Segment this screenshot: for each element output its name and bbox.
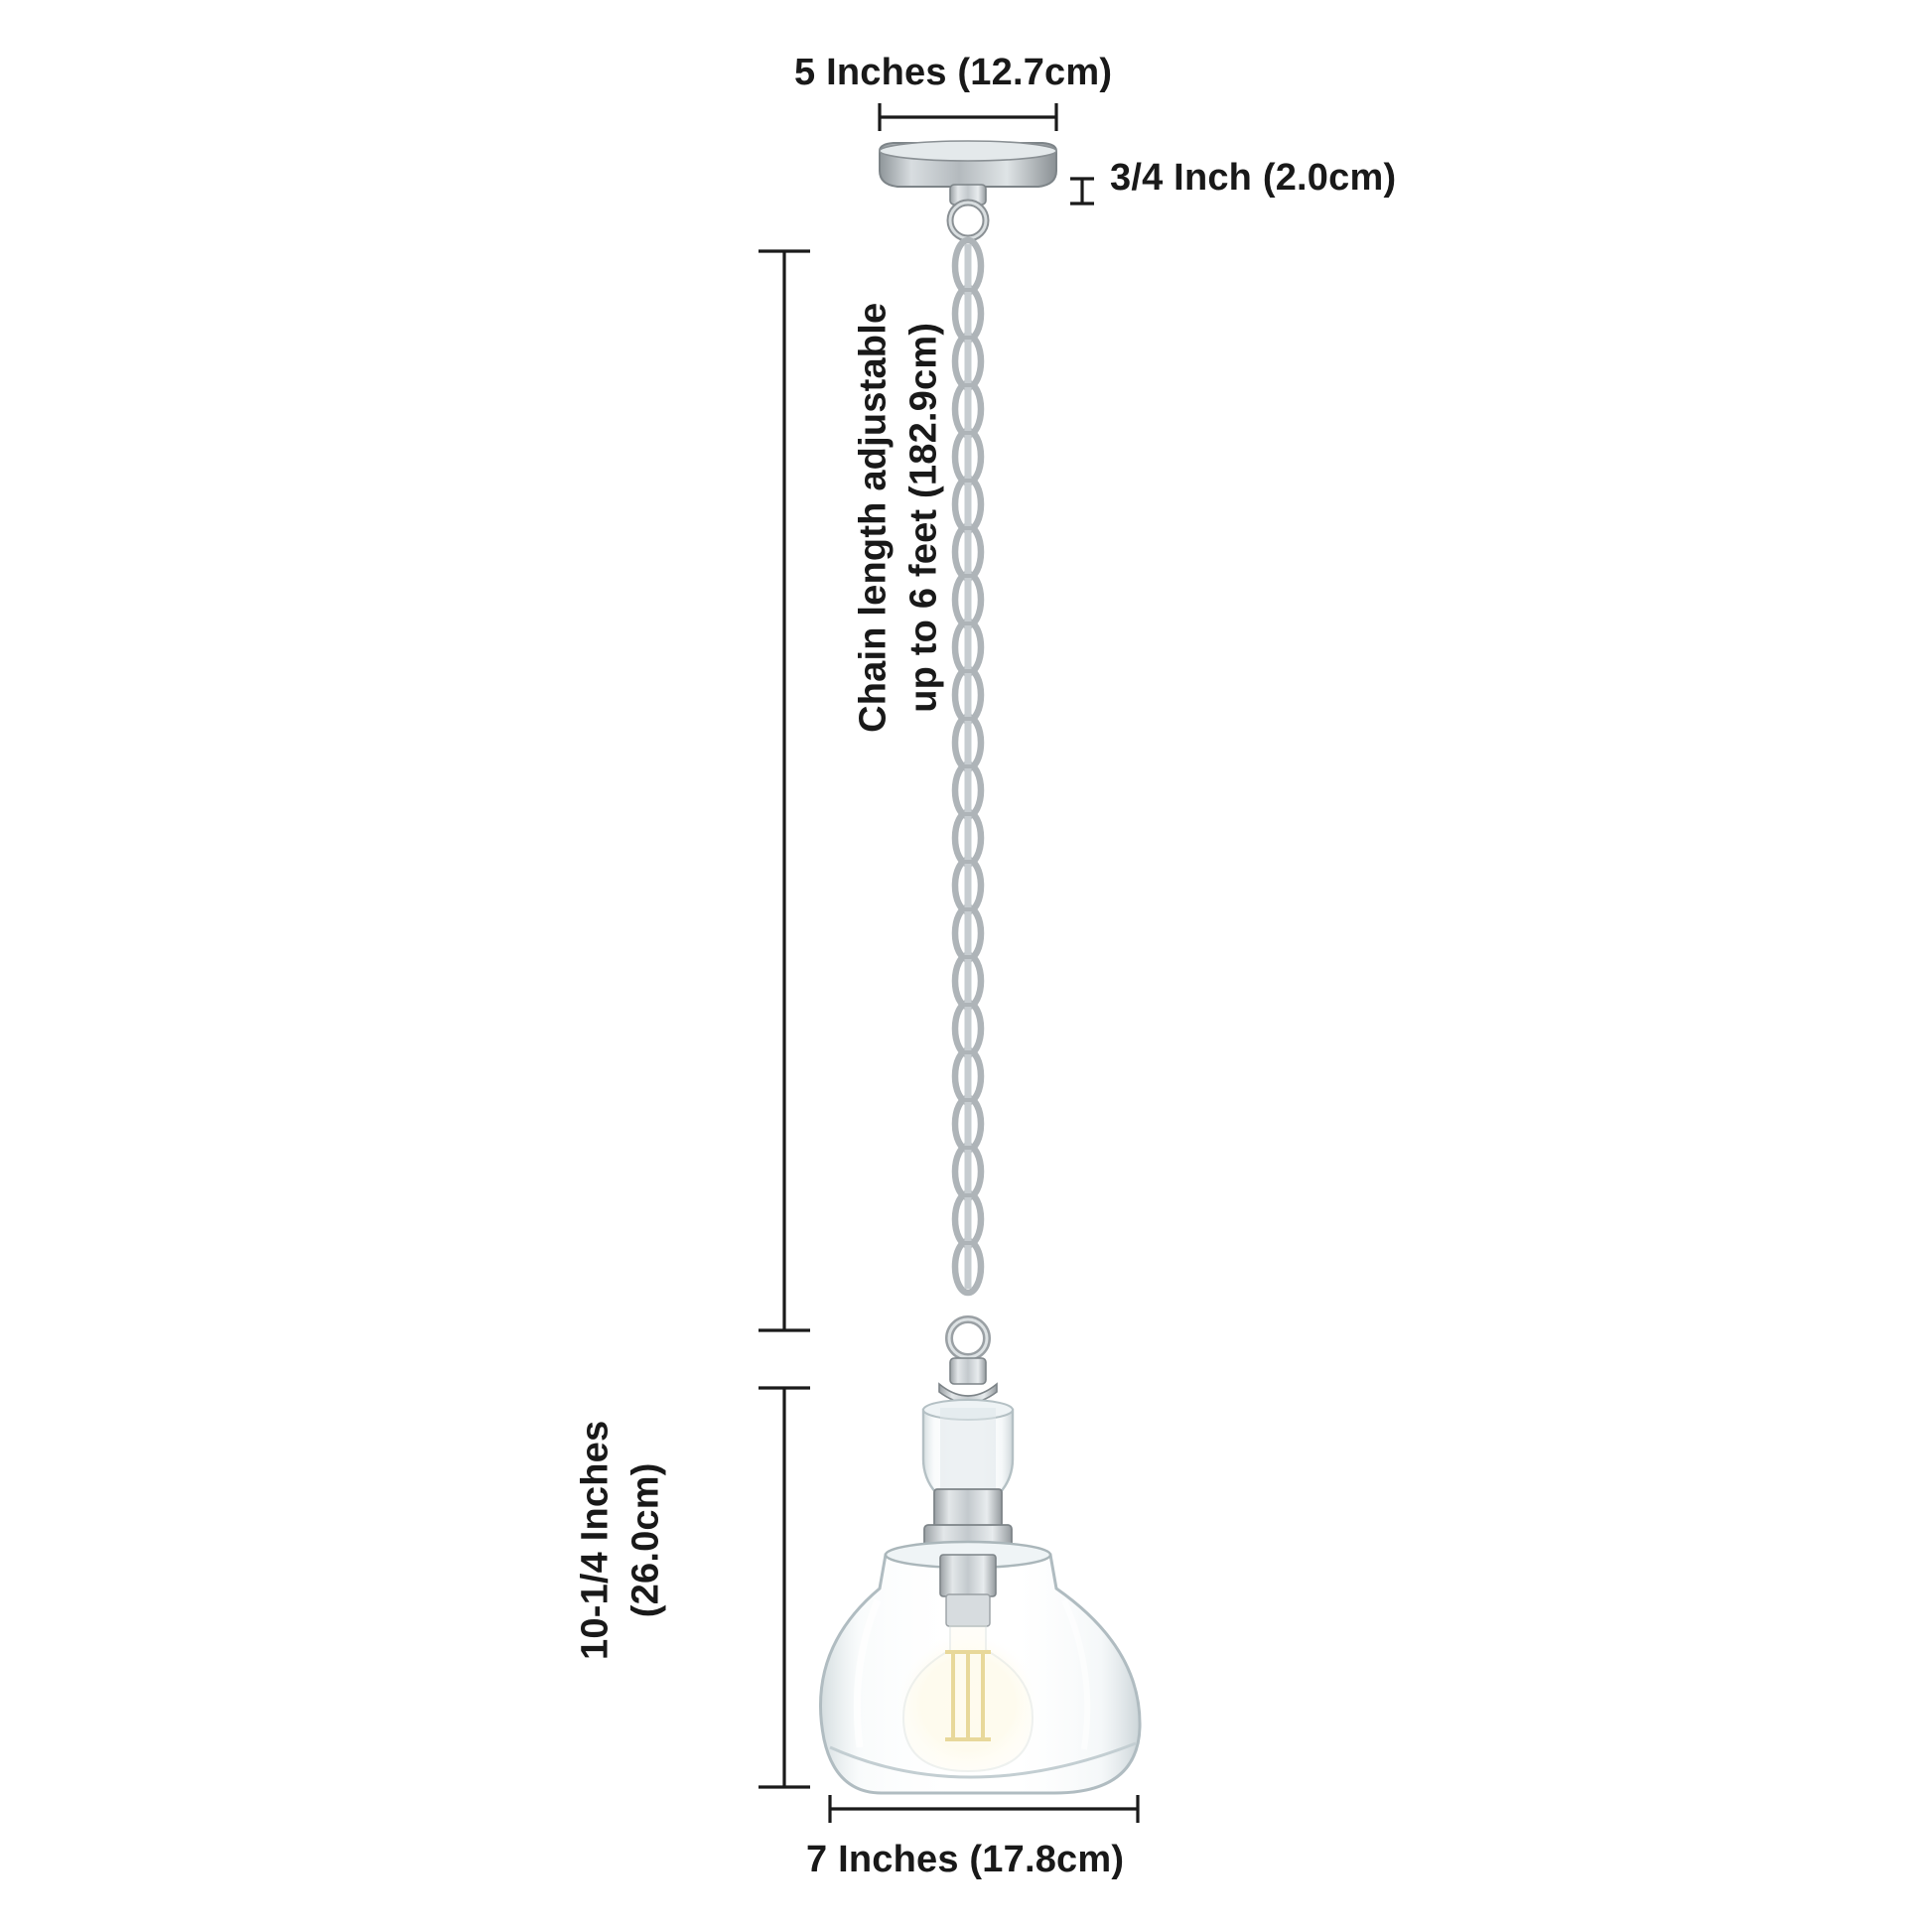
fitter-stem bbox=[939, 1319, 997, 1403]
chain-length-line-2: up to 6 feet (182.9cm) bbox=[903, 322, 945, 713]
shade-height-line-1: 10-1/4 Inches bbox=[574, 1420, 617, 1660]
hanging-chain bbox=[955, 240, 981, 1293]
ceiling-canopy bbox=[880, 141, 1056, 238]
dimension-label-canopy-diameter: 5 Inches (12.7cm) bbox=[794, 52, 1113, 93]
glass-neck bbox=[923, 1400, 1013, 1555]
chain-length-line-1: Chain length adjustable bbox=[852, 302, 895, 733]
shade-height-line-2: (26.0cm) bbox=[625, 1462, 667, 1618]
dimension-label-canopy-thickness: 3/4 Inch (2.0cm) bbox=[1110, 157, 1397, 199]
dimension-label-shade-diameter: 7 Inches (17.8cm) bbox=[806, 1839, 1125, 1880]
